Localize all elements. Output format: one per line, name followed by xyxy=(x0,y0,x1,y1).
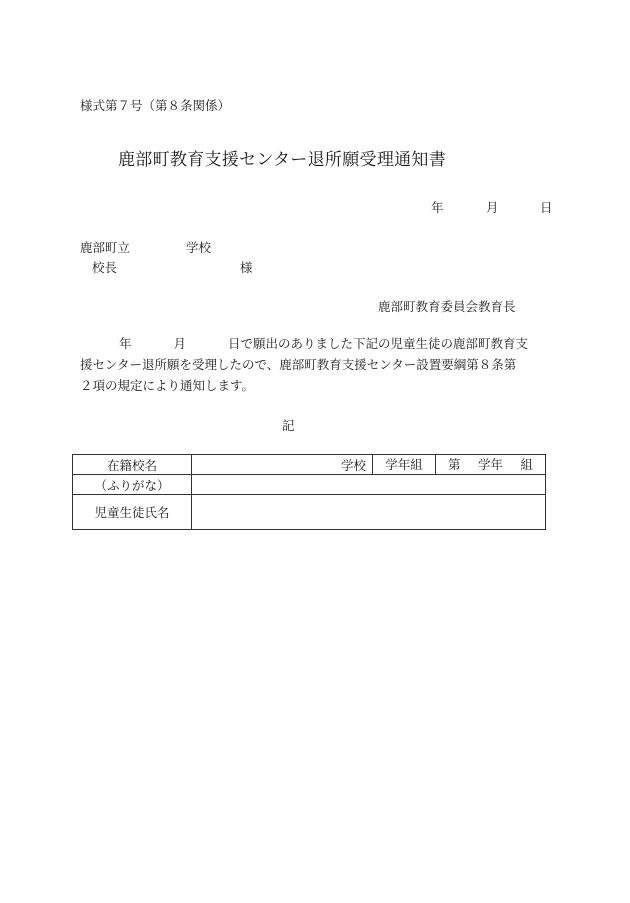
body-year: 年 xyxy=(119,336,132,351)
date-month: 月 xyxy=(486,200,499,215)
dai-label: 第 xyxy=(448,457,461,472)
recipient-principal: 校長 xyxy=(92,260,118,275)
label-furigana: （ふりがな） xyxy=(73,475,192,495)
body-line-1 xyxy=(80,333,552,354)
recipient-honorific: 様 xyxy=(240,260,253,275)
label-student-name: 児童生徒氏名 xyxy=(73,495,192,530)
grade-class-field xyxy=(435,455,545,474)
form-number: 様式第７号（第８条関係） xyxy=(80,98,231,113)
class-label: 組 xyxy=(520,457,533,472)
sender-name: 鹿部町教育委員会教育長 xyxy=(378,299,516,314)
recipient-school-suffix: 学校 xyxy=(186,240,212,255)
document-title: 鹿部町教育支援センター退所願受理通知書 xyxy=(118,150,447,170)
label-school-name: 在籍校名 xyxy=(73,455,192,475)
body-line-3: ２項の規定により通知します。 xyxy=(80,378,255,393)
school-field xyxy=(192,456,372,474)
student-info-table xyxy=(72,454,546,530)
date-day: 日 xyxy=(540,200,553,215)
furigana-field xyxy=(192,475,546,495)
school-grade-cell xyxy=(192,455,546,475)
table-row-school xyxy=(73,455,546,475)
school-suffix: 学校 xyxy=(340,457,366,473)
body-paragraph xyxy=(80,333,552,396)
table-row-student-name xyxy=(73,495,546,530)
ki-heading: 記 xyxy=(282,418,295,433)
recipient-town: 鹿部町立 xyxy=(80,240,131,255)
date-year: 年 xyxy=(431,200,444,215)
grade-label: 学年 xyxy=(477,457,503,472)
body-line-1-rest: 日で願出のありました下記の児童生徒の鹿部町教育支 xyxy=(228,336,529,351)
student-name-field xyxy=(192,495,546,530)
body-line-2: 援センター退所願を受理したので、鹿部町教育支援センター設置要綱第８条第 xyxy=(80,357,517,372)
table-row-furigana xyxy=(73,475,546,495)
grade-class-label: 学年組 xyxy=(372,455,435,474)
body-month: 月 xyxy=(173,336,187,351)
